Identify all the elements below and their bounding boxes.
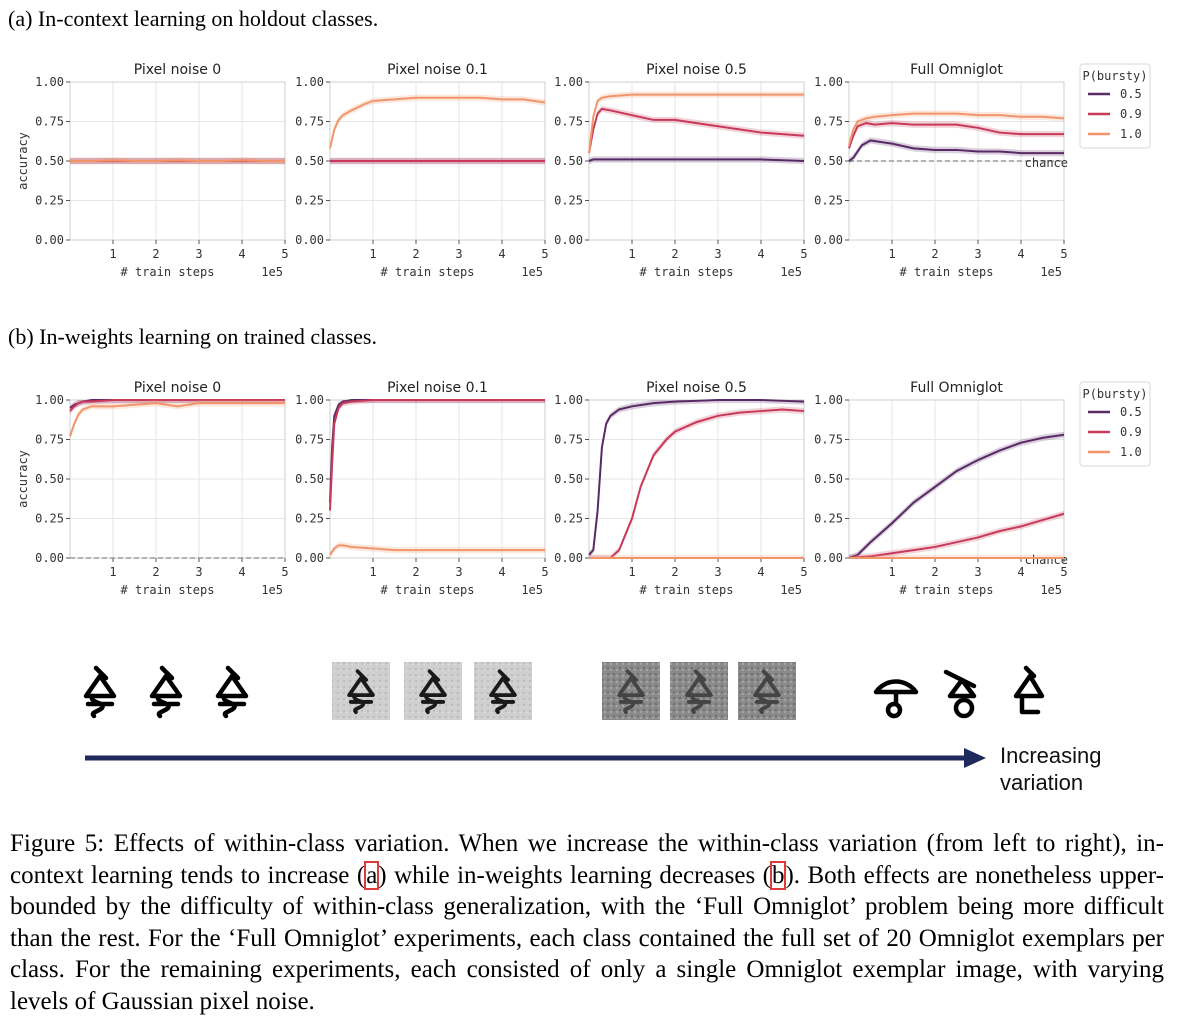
x-tick-label: 3 [195,565,203,579]
x-tick-label: 2 [931,247,939,261]
y-tick-label: 1.00 [814,75,843,89]
x-axis-label: # train steps [120,583,215,597]
noisy-exemplar-dark [602,662,660,720]
legend-entry-0.5: 0.5 [1120,405,1142,419]
series-band-0.9 [589,406,804,558]
x-tick-label: 2 [152,565,160,579]
y-tick-label: 0.50 [554,472,583,486]
x-axis-label: # train steps [639,265,734,279]
x-tick-label: 3 [455,565,463,579]
x-multiplier-label: 1e5 [1040,583,1062,597]
series-band-1.0 [330,95,545,152]
x-tick-label: 1 [109,565,117,579]
y-tick-label: 0.75 [35,114,64,129]
x-multiplier-label: 1e5 [780,265,802,279]
panel-title: Pixel noise 0.5 [646,380,747,396]
x-tick-label: 3 [714,565,722,579]
x-tick-label: 5 [541,565,549,579]
x-tick-label: 2 [152,247,160,261]
section-a-title: (a) In-context learning on holdout classes. [8,6,379,31]
y-tick-label: 1.00 [35,75,64,89]
x-tick-label: 5 [541,247,549,261]
x-tick-label: 5 [281,565,289,579]
noisy-exemplar-dark [738,662,796,720]
panel-a-2 [295,62,549,279]
y-tick-label: 0.00 [295,233,324,247]
series-band-0.9 [330,400,545,514]
x-axis-label: # train steps [639,583,734,597]
x-multiplier-label: 1e5 [780,583,802,597]
arrow-label-line1: Increasing [1000,743,1102,768]
y-tick-label: 0.50 [295,154,324,168]
ref-a-link[interactable]: a [366,861,378,889]
panel-title: Full Omniglot [910,62,1003,78]
x-tick-label: 4 [238,247,246,261]
x-axis-label: # train steps [380,265,475,279]
panel-a-4 [814,62,1150,279]
panel-a-1 [16,62,289,279]
noisy-exemplar-light [474,662,532,720]
y-tick-label: 1.00 [295,75,324,89]
x-tick-label: 1 [628,247,636,261]
omniglot-glyph-icon [1016,668,1042,712]
caption-part1: Figure 5: Effects of within-class variation. When we increase the within-class variation (from left to right), in-context learning tends to increase ( [10,830,1164,889]
panel-title: Pixel noise 0.1 [387,62,488,78]
legend-entry-0.9: 0.9 [1120,107,1142,121]
x-tick-label: 5 [800,565,808,579]
x-tick-label: 4 [498,565,506,579]
y-tick-label: 0.25 [554,511,583,526]
y-tick-label: 0.25 [35,193,64,208]
legend-entry-0.5: 0.5 [1120,87,1142,101]
omniglot-glyph-icon [86,668,114,716]
exemplar-strip [85,662,1042,768]
series-line-0.5 [330,400,545,503]
glyph-stroke [1026,668,1034,676]
x-multiplier-label: 1e5 [261,265,283,279]
x-tick-label: 2 [671,247,679,261]
y-tick-label: 0.50 [814,472,843,486]
y-tick-label: 0.75 [295,432,324,447]
x-tick-label: 1 [369,247,377,261]
series-line-1.0 [70,160,285,161]
y-tick-label: 1.00 [35,393,64,407]
x-tick-label: 3 [195,247,203,261]
y-tick-label: 1.00 [554,75,583,89]
arrow-label-line2: variation [1000,770,1084,795]
y-tick-label: 0.00 [35,551,64,565]
y-tick-label: 1.00 [814,393,843,407]
glyph-stroke [218,676,246,696]
x-tick-label: 3 [974,565,982,579]
chance-label: chance [1024,156,1068,170]
y-tick-label: 0.50 [554,154,583,168]
panel-a-3 [554,62,808,279]
y-tick-label: 0.75 [814,114,843,129]
noisy-exemplar-light [404,662,462,720]
y-tick-label: 0.25 [295,193,324,208]
x-tick-label: 2 [671,565,679,579]
x-tick-label: 5 [281,247,289,261]
panel-title: Pixel noise 0.5 [646,62,747,78]
caption-part3: ). Both effects are nonetheless upper-bounded by the difficulty of within-class generalization, with the ‘Full Omniglot’ problem being more difficult than the rest. For the ‘Full Omniglot’ experiments, each class contained the full set of 20 Omniglot exemplars per class. For the remaining experiments, each consisted of only a single Omniglot exemplar image, with varying levels of Gaussian pixel noise. [10,861,1164,1015]
noisy-exemplar-dark [670,662,728,720]
y-tick-label: 0.50 [35,472,64,486]
x-tick-label: 3 [974,247,982,261]
y-tick-label: 0.50 [814,154,843,168]
y-tick-label: 1.00 [295,393,324,407]
y-tick-label: 0.75 [295,114,324,129]
y-tick-label: 0.50 [35,154,64,168]
x-tick-label: 1 [888,565,896,579]
panel-b-4 [814,380,1150,597]
x-tick-label: 4 [238,565,246,579]
x-tick-label: 1 [369,565,377,579]
figure-caption [10,828,1164,1017]
y-tick-label: 0.25 [814,193,843,208]
x-tick-label: 5 [1060,565,1068,579]
y-tick-label: 0.25 [35,511,64,526]
y-axis-label: accuracy [16,450,30,508]
series-line-0.9 [330,400,545,511]
x-tick-label: 4 [498,247,506,261]
x-tick-label: 1 [888,247,896,261]
glyph-stroke [152,676,180,696]
y-tick-label: 0.00 [295,551,324,565]
panel-title: Pixel noise 0.1 [387,380,488,396]
glyph-stroke [956,700,972,716]
glyph-stroke [888,704,900,716]
section-b-title: (b) In-weights learning on trained classes. [8,324,377,349]
glyph-stroke [1016,676,1042,696]
x-tick-label: 4 [1017,247,1025,261]
arrow-label [1000,742,1102,796]
omniglot-glyph-icon [876,682,916,717]
series-band-0.5 [330,400,545,506]
legend-entry-0.9: 0.9 [1120,425,1142,439]
x-tick-label: 4 [1017,565,1025,579]
x-tick-label: 5 [800,247,808,261]
y-tick-label: 0.75 [554,432,583,447]
x-multiplier-label: 1e5 [521,265,543,279]
x-tick-label: 5 [1060,247,1068,261]
legend-entry-1.0: 1.0 [1120,445,1142,459]
x-axis-label: # train steps [899,583,994,597]
x-multiplier-label: 1e5 [1040,265,1062,279]
x-axis-label: # train steps [380,583,475,597]
glyph-stroke [1022,696,1038,712]
x-axis-label: # train steps [899,265,994,279]
y-tick-label: 1.00 [554,393,583,407]
caption-part2: ) while in-weights learning decreases ( [378,861,771,889]
x-tick-label: 3 [714,247,722,261]
x-tick-label: 3 [455,247,463,261]
x-multiplier-label: 1e5 [261,583,283,597]
chance-label: chance [1024,553,1068,567]
series-line-0.9 [589,409,804,558]
y-tick-label: 0.25 [295,511,324,526]
y-tick-label: 0.25 [554,193,583,208]
x-multiplier-label: 1e5 [521,583,543,597]
panel-title: Pixel noise 0 [133,62,222,78]
omniglot-glyph-icon [152,668,180,716]
y-tick-label: 0.00 [814,551,843,565]
y-tick-label: 0.00 [814,233,843,247]
panel-b-2 [295,380,549,597]
y-tick-label: 0.75 [554,114,583,129]
y-tick-label: 0.00 [554,551,583,565]
legend-title: P(bursty) [1082,387,1148,401]
glyph-stroke [86,676,114,696]
x-tick-label: 2 [412,565,420,579]
x-tick-label: 4 [757,565,765,579]
y-tick-label: 0.00 [35,233,64,247]
legend-title: P(bursty) [1082,69,1148,83]
panel-b-1 [16,380,289,597]
y-tick-label: 0.50 [295,472,324,486]
noisy-exemplar-light [332,662,390,720]
omniglot-glyph-icon [946,672,974,716]
x-tick-label: 4 [757,247,765,261]
y-tick-label: 0.00 [554,233,583,247]
y-tick-label: 0.75 [35,432,64,447]
x-tick-label: 2 [412,247,420,261]
y-tick-label: 0.25 [814,511,843,526]
series-line-1.0 [330,98,545,149]
x-tick-label: 1 [628,565,636,579]
y-axis-label: accuracy [16,132,30,190]
variation-arrow-head [964,748,986,768]
y-tick-label: 0.75 [814,432,843,447]
legend-entry-1.0: 1.0 [1120,127,1142,141]
panel-title: Full Omniglot [910,380,1003,396]
x-tick-label: 1 [109,247,117,261]
ref-b-link[interactable]: b [771,861,785,889]
panel-title: Pixel noise 0 [133,380,222,396]
x-axis-label: # train steps [120,265,215,279]
omniglot-glyph-icon [218,668,246,716]
x-tick-label: 2 [931,565,939,579]
panel-b-3 [554,380,808,597]
